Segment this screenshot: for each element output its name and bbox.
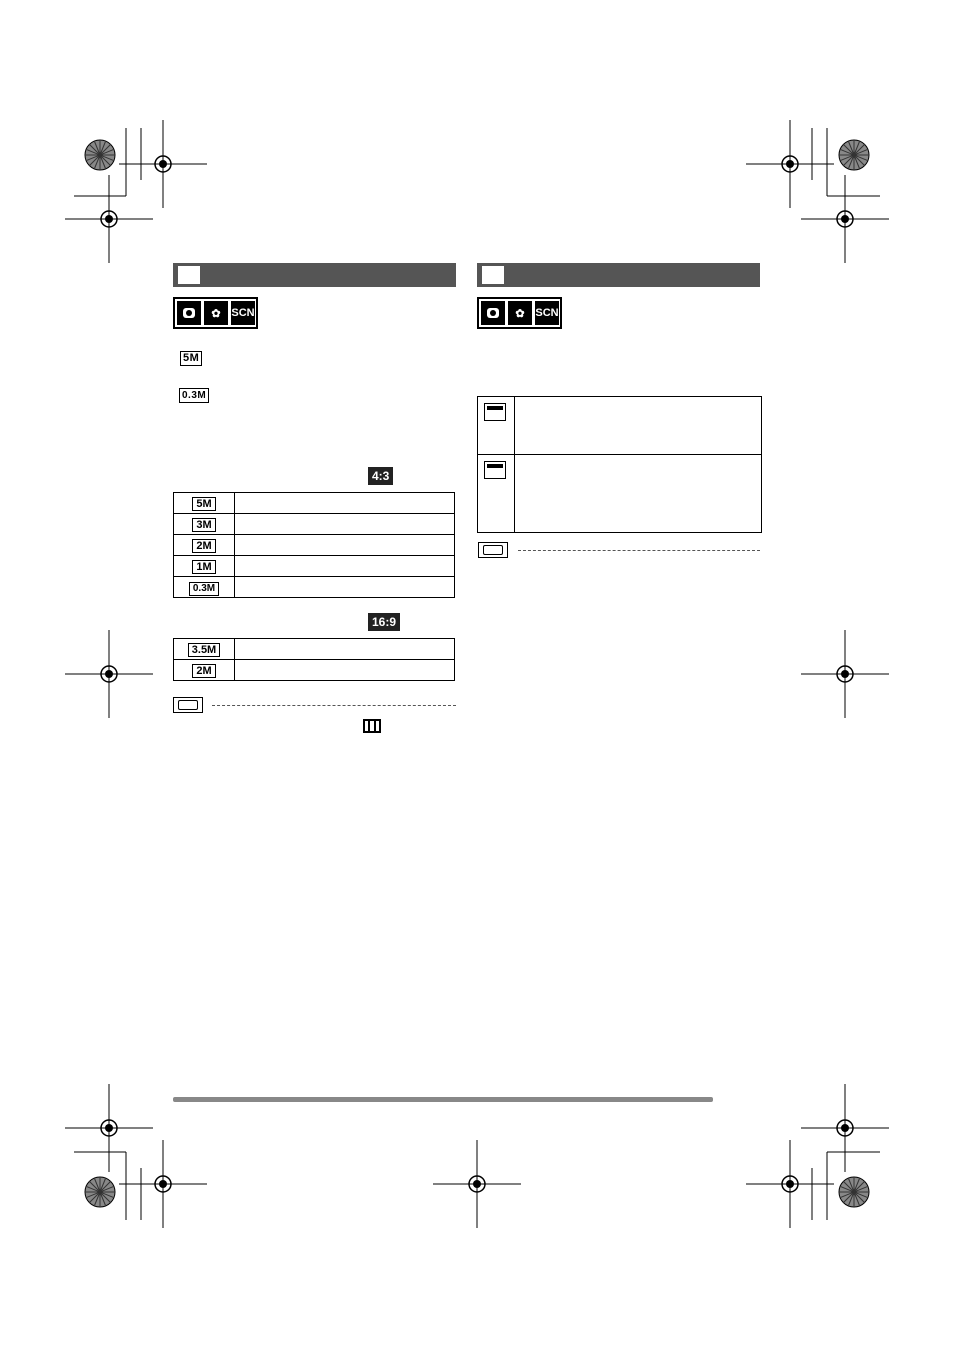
- quality-description: [515, 397, 762, 455]
- size-value: [235, 577, 455, 598]
- table-row: [174, 660, 455, 681]
- picture-size-table-4-3: [173, 492, 455, 598]
- left-section-header: [173, 263, 456, 287]
- table-row: [478, 455, 762, 533]
- left-mode-icons: [173, 297, 258, 329]
- size-value: [235, 514, 455, 535]
- table-row: [174, 577, 455, 598]
- table-row: [174, 639, 455, 660]
- size-icon: 2M: [192, 664, 215, 678]
- size-value: [235, 493, 455, 514]
- macro-icon: ✿: [508, 301, 532, 325]
- size-value: [235, 660, 455, 681]
- size-5m-badge: 5M: [180, 351, 202, 366]
- aspect-16-9-badge: 16:9: [368, 613, 400, 631]
- size-03m-badge: 0.3M: [179, 388, 209, 403]
- note-icon: [478, 542, 508, 558]
- size-value: [235, 535, 455, 556]
- quality-description: [515, 455, 762, 533]
- footer-rule: [173, 1097, 713, 1102]
- standard-quality-icon: [484, 461, 506, 479]
- size-icon: 3.5M: [188, 643, 220, 657]
- camera-icon: [481, 301, 505, 325]
- scene-mode-icon: SCN: [231, 301, 255, 325]
- size-icon: 3M: [192, 518, 215, 532]
- camera-icon: [177, 301, 201, 325]
- aspect-4-3-badge: 4:3: [368, 467, 393, 485]
- scene-mode-icon: SCN: [535, 301, 559, 325]
- right-mode-icons: [477, 297, 562, 329]
- table-row: [174, 493, 455, 514]
- size-icon: 5M: [192, 497, 215, 511]
- table-row: [174, 556, 455, 577]
- note-divider: [212, 705, 456, 706]
- size-value: [235, 639, 455, 660]
- menu-list-icon: [178, 266, 200, 284]
- size-icon: 1M: [192, 560, 215, 574]
- table-row: [174, 535, 455, 556]
- film-icon: [363, 719, 381, 733]
- table-row: [478, 397, 762, 455]
- note-divider: [518, 550, 760, 551]
- table-row: [174, 514, 455, 535]
- right-section-header: [477, 263, 760, 287]
- macro-icon: ✿: [204, 301, 228, 325]
- size-icon: 0.3M: [189, 582, 219, 596]
- size-value: [235, 556, 455, 577]
- size-icon: 2M: [192, 539, 215, 553]
- quality-table: [477, 396, 762, 533]
- note-icon: [173, 697, 203, 713]
- quality-icon: [482, 266, 504, 284]
- picture-size-table-16-9: [173, 638, 455, 681]
- fine-quality-icon: [484, 403, 506, 421]
